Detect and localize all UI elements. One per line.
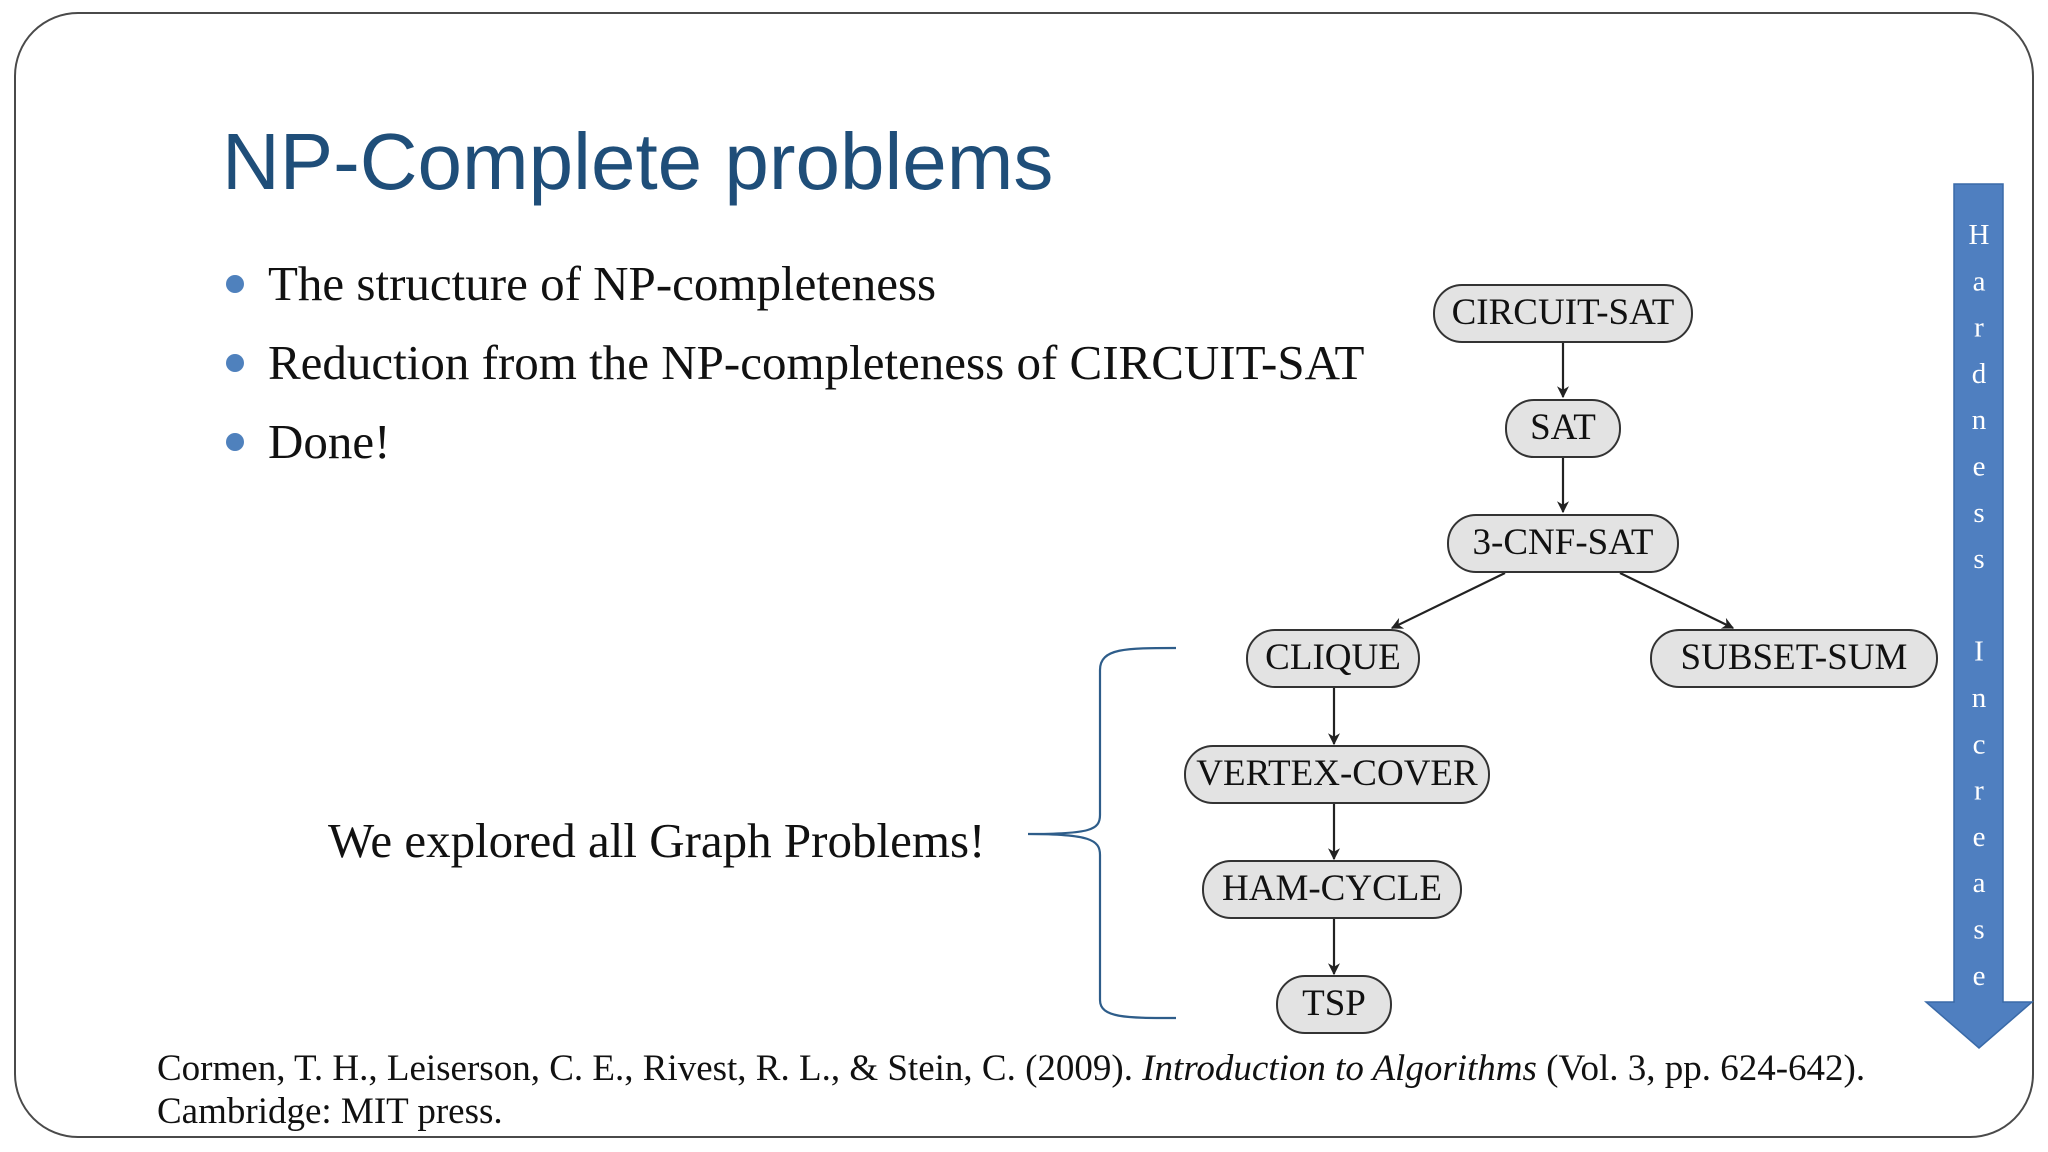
node-3-cnf-sat bbox=[1448, 515, 1678, 572]
hardness-letter: c bbox=[1972, 728, 1986, 761]
hardness-letter: n bbox=[1971, 404, 1987, 437]
hardness-letter: H bbox=[1968, 219, 1990, 251]
edge-3-cnf-sat-to-subset-sum bbox=[1620, 573, 1733, 628]
node-sat bbox=[1506, 400, 1620, 457]
bullet-text: The structure of NP-completeness bbox=[268, 256, 937, 311]
hardness-letter bbox=[1975, 589, 1982, 621]
node-label: CIRCUIT-SAT bbox=[1451, 292, 1675, 333]
hardness-letter: e bbox=[1972, 820, 1986, 853]
citation-details: (Vol. 3, pp. 624-642). Cambridge: MIT press. bbox=[157, 1048, 1866, 1132]
bullet-text: Reduction from the NP-completeness of CIRCUIT-SAT bbox=[268, 335, 1365, 390]
node-label: SUBSET-SUM bbox=[1680, 637, 1908, 678]
hardness-letter: s bbox=[1973, 913, 1985, 946]
hardness-letter: s bbox=[1973, 543, 1985, 576]
node-label: HAM-CYCLE bbox=[1222, 868, 1442, 909]
hardness-letter: r bbox=[1974, 774, 1984, 807]
node-label: CLIQUE bbox=[1265, 637, 1401, 678]
bullet-text: Done! bbox=[268, 414, 391, 469]
hardness-letter: a bbox=[1972, 265, 1986, 298]
hardness-letter: e bbox=[1972, 450, 1986, 483]
node-label: VERTEX-COVER bbox=[1196, 753, 1478, 794]
node-label: SAT bbox=[1530, 407, 1596, 448]
node-tsp bbox=[1277, 976, 1391, 1033]
node-clique bbox=[1247, 630, 1419, 687]
edge-3-cnf-sat-to-clique bbox=[1392, 573, 1505, 628]
citation-book-title: Introduction to Algorithms bbox=[1142, 1048, 1537, 1089]
hardness-arrow bbox=[1926, 184, 2032, 1048]
graph-problems-brace bbox=[1028, 648, 1176, 1018]
node-ham-cycle bbox=[1203, 861, 1461, 918]
graph-problems-note: We explored all Graph Problems! bbox=[328, 813, 986, 868]
hardness-letter: I bbox=[1974, 635, 1984, 668]
hardness-letter: s bbox=[1973, 496, 1985, 529]
node-label: 3-CNF-SAT bbox=[1472, 522, 1654, 563]
hardness-letter: r bbox=[1974, 311, 1984, 344]
citation-authors: Cormen, T. H., Leiserson, C. E., Rivest, R. L., & Stein, C. (2009). bbox=[157, 1048, 1143, 1089]
hardness-letter: n bbox=[1971, 682, 1987, 714]
hardness-letter: e bbox=[1972, 959, 1986, 992]
hardness-letter: d bbox=[1971, 357, 1987, 390]
node-subset-sum bbox=[1651, 630, 1937, 687]
slide-title: NP-Complete problems bbox=[222, 117, 1054, 206]
node-vertex-cover bbox=[1185, 746, 1489, 803]
node-label: TSP bbox=[1302, 983, 1366, 1024]
citation bbox=[157, 1047, 1917, 1133]
hardness-letter: a bbox=[1972, 867, 1986, 900]
node-circuit-sat bbox=[1434, 285, 1692, 342]
